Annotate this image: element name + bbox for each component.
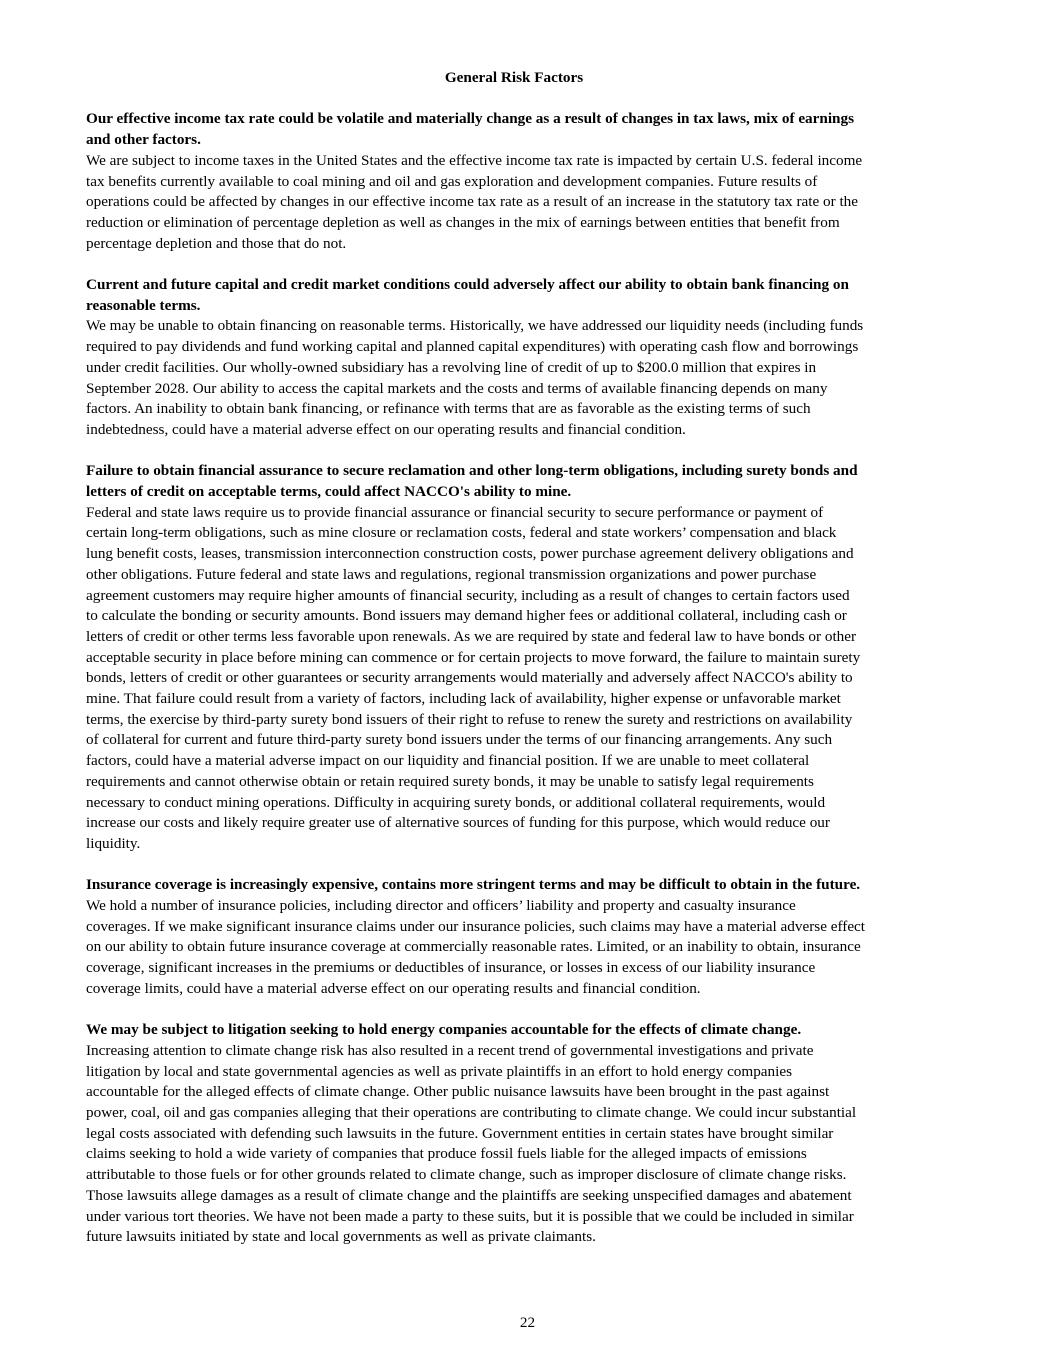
body-line: operations could be affected by changes in our effective income tax rate as a result of an increase in the statutory tax rate or the bbox=[86, 193, 858, 211]
risk-factor bbox=[86, 1020, 986, 1248]
risk-factor-body bbox=[86, 151, 986, 255]
body-line: requirements and cannot otherwise obtain or retain required surety bonds, it may be unable to satisfy legal requirements bbox=[86, 772, 814, 790]
body-line: claims seeking to hold a wide variety of companies that produce fossil fuels liable for the alleged impacts of emissions bbox=[86, 1145, 807, 1163]
body-line: letters of credit or other terms less favorable upon renewals. As we are required by state and federal law to have bonds or other bbox=[86, 627, 857, 645]
risk-factor-heading bbox=[86, 875, 986, 896]
body-line: power, coal, oil and gas companies alleging that their operations are contributing to climate change. We could incur substantial bbox=[86, 1104, 857, 1122]
body-line: increase our costs and likely require greater use of alternative sources of funding for this purpose, which would reduce our bbox=[86, 814, 830, 832]
body-line: future lawsuits initiated by state and local governments as well as private claimants. bbox=[86, 1228, 596, 1246]
heading-line: and other factors. bbox=[86, 131, 201, 149]
heading-line: Current and future capital and credit market conditions could adversely affect our ability to obtain bank financing on bbox=[86, 276, 849, 293]
body-line: mine. That failure could result from a variety of factors, including lack of availability, higher expense or unfavorable market bbox=[86, 690, 841, 708]
body-line: We may be unable to obtain financing on reasonable terms. Historically, we have addressed our liquidity needs (including funds bbox=[86, 317, 864, 335]
risk-factor-body bbox=[86, 1041, 986, 1248]
risk-factor-heading bbox=[86, 275, 986, 316]
document-page bbox=[86, 68, 986, 1269]
heading-line: reasonable terms. bbox=[86, 296, 201, 314]
heading-line: Insurance coverage is increasingly expensive, contains more stringent terms and may be difficult to obtain in the future. bbox=[86, 876, 861, 894]
body-line: accountable for the alleged effects of climate change. Other public nuisance lawsuits have been brought in the past against bbox=[86, 1083, 830, 1101]
risk-factor-body bbox=[86, 503, 986, 855]
body-line: attributable to those fuels or for other grounds related to climate change, such as improper disclosure of climate change risks. bbox=[86, 1166, 847, 1184]
body-line: tax benefits currently available to coal mining and oil and gas exploration and development companies. Future results of bbox=[86, 172, 818, 190]
heading-line: Failure to obtain financial assurance to secure reclamation and other long-term obligations, including surety bonds and bbox=[86, 462, 858, 480]
body-line: under credit facilities. Our wholly-owned subsidiary has a revolving line of credit of up to $200.0 million that expires in bbox=[86, 358, 817, 376]
body-line: bonds, letters of credit or other guarantees or security arrangements would materially and adversely affect NACCO's ability to bbox=[86, 669, 853, 687]
heading-line: Our effective income tax rate could be volatile and materially change as a result of changes in tax laws, mix of earnings bbox=[86, 110, 855, 128]
risk-factor-heading bbox=[86, 461, 986, 502]
risk-factor-heading bbox=[86, 1020, 986, 1041]
body-line: on our ability to obtain future insurance coverage at commercially reasonable rates. Limited, or an inability to obtain, insurance bbox=[86, 938, 861, 956]
body-line: percentage depletion and those that do not. bbox=[86, 234, 347, 252]
risk-factor bbox=[86, 875, 986, 999]
body-line: agreement customers may require higher amounts of financial security, including as a result of changes to certain factors used bbox=[86, 586, 850, 604]
page-number: 22 bbox=[519, 1314, 536, 1331]
body-line: factors. An inability to obtain bank financing, or refinance with terms that are as favorable as the existing terms of such bbox=[86, 400, 811, 418]
risk-factor-list bbox=[86, 109, 986, 1248]
heading-line: We may be subject to litigation seeking to hold energy companies accountable for the effects of climate change. bbox=[86, 1021, 802, 1039]
risk-factor-body bbox=[86, 316, 986, 440]
body-line: coverage limits, could have a material adverse effect on our operating results and financial condition. bbox=[86, 979, 701, 997]
body-line: Increasing attention to climate change risk has also resulted in a recent trend of governmental investigations and private bbox=[86, 1041, 814, 1059]
risk-factor-body bbox=[86, 896, 986, 1000]
body-line: to calculate the bonding or security amounts. Bond issuers may demand higher fees or additional collateral, including cash or bbox=[86, 607, 847, 625]
body-line: lung benefit costs, leases, transmission interconnection construction costs, power purchase agreement delivery obligations and bbox=[86, 545, 854, 563]
body-line: We hold a number of insurance policies, including director and officers’ liability and property and casualty insurance bbox=[86, 897, 796, 915]
body-line: other obligations. Future federal and state laws and regulations, regional transmission organizations and power purchase bbox=[86, 565, 817, 583]
body-line: terms, the exercise by third-party surety bond issuers of their right to refuse to renew the surety and restrictions on availability bbox=[86, 710, 853, 728]
risk-factor bbox=[86, 275, 986, 441]
body-line: factors, could have a material adverse impact on our liquidity and financial position. If we are unable to meet collateral bbox=[86, 752, 810, 770]
heading-line: letters of credit on acceptable terms, could affect NACCO's ability to mine. bbox=[86, 483, 572, 501]
risk-factor bbox=[86, 461, 986, 854]
body-line: certain long-term obligations, such as mine closure or reclamation costs, federal and state workers’ compensation and black bbox=[86, 524, 837, 542]
body-line: of collateral for current and future third-party surety bond issuers under the terms of our financing arrangements. Any such bbox=[86, 731, 833, 749]
body-line: We are subject to income taxes in the United States and the effective income tax rate is impacted by certain U.S. federal income bbox=[86, 151, 863, 169]
body-line: acceptable security in place before mining can commence or for certain projects to move forward, the failure to maintain surety bbox=[86, 648, 861, 666]
body-line: reduction or elimination of percentage depletion as well as changes in the mix of earnings between entities that benefit from bbox=[86, 213, 840, 231]
body-line: indebtedness, could have a material adverse effect on our operating results and financial condition. bbox=[86, 420, 686, 438]
body-line: necessary to conduct mining operations. Difficulty in acquiring surety bonds, or additional collateral requirements, would bbox=[86, 793, 826, 811]
body-line: Federal and state laws require us to provide financial assurance or financial security to secure performance or payment of bbox=[86, 503, 824, 521]
body-line: liquidity. bbox=[86, 834, 141, 852]
body-line: September 2028. Our ability to access the capital markets and the costs and terms of available financing depends on many bbox=[86, 379, 828, 397]
body-line: Those lawsuits allege damages as a result of climate change and the plaintiffs are seeking unspecified damages and abatement bbox=[86, 1186, 852, 1204]
body-line: litigation by local and state governmental agencies as well as private plaintiffs in an effort to hold energy companies bbox=[86, 1062, 793, 1080]
body-line: under various tort theories. We have not been made a party to these suits, but it is possible that we could be included in similar bbox=[86, 1207, 854, 1225]
risk-factor bbox=[86, 109, 986, 254]
body-line: coverage, significant increases in the premiums or deductibles of insurance, or losses in excess of our liability insurance bbox=[86, 959, 816, 977]
body-line: required to pay dividends and fund working capital and planned capital expenditures) with operating cash flow and borrowings bbox=[86, 338, 859, 356]
body-line: coverages. If we make significant insurance claims under our insurance policies, such claims may have a material adverse effect bbox=[86, 917, 866, 935]
body-line: legal costs associated with defending such lawsuits in the future. Government entities in certain states have brought similar bbox=[86, 1124, 834, 1142]
risk-factor-heading bbox=[86, 109, 986, 150]
section-title: General Risk Factors bbox=[444, 69, 584, 86]
